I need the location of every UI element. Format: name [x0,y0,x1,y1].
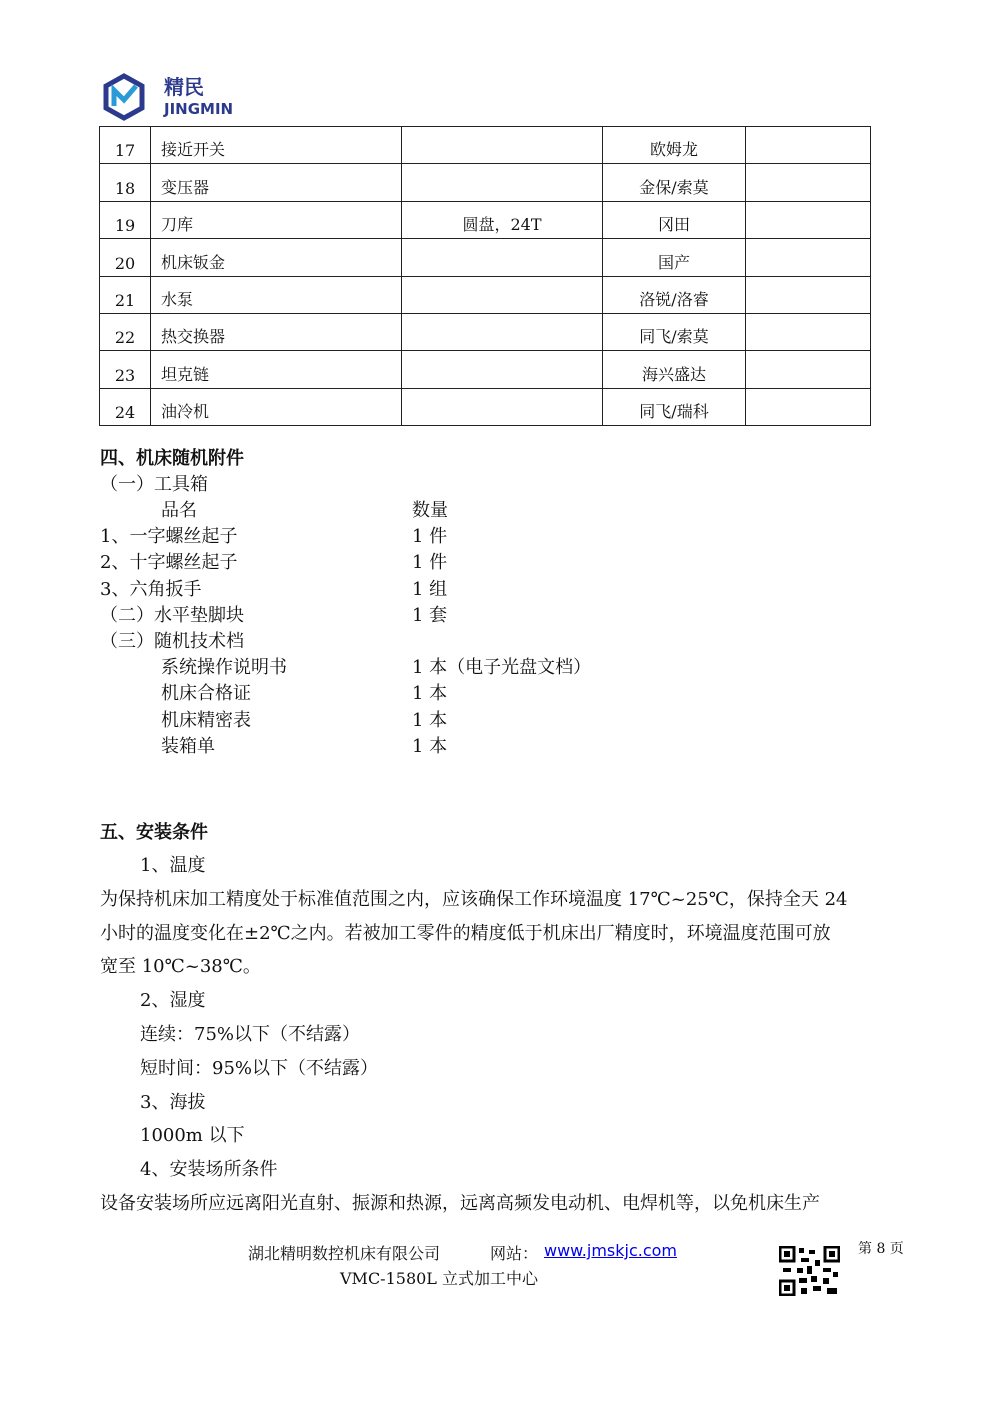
tool-item-name: 2、十字螺丝起子 [100,552,238,574]
table-cell [402,276,603,313]
section5-line: 2、湿度 [140,990,206,1012]
table-cell [402,239,603,276]
footer-model: VMC-1580L 立式加工中心 [340,1269,539,1288]
doc-item-qty: 1 本 [412,735,448,757]
table-row [100,276,871,313]
table-cell: 接近开关 [151,127,402,164]
sub2: （二）水平垫脚块 [100,605,244,626]
table-cell: 22 [100,313,151,350]
table-cell: 金保/索莫 [603,164,746,201]
table-cell: 海兴盛达 [603,351,746,388]
table-cell [746,313,871,350]
table-row [100,239,871,276]
table-cell [402,127,603,164]
section5-line: 小时的温度变化在±2℃之内。若被加工零件的精度低于机床出厂精度时，环境温度范围可放 [100,922,831,944]
table-row [100,127,871,164]
section5-line: 1、温度 [140,855,206,876]
table-cell [746,164,871,201]
table-cell: 冈田 [603,201,746,238]
table-cell [746,201,871,238]
jingmin-logo [102,72,262,122]
page-number: 第 8 页 [858,1241,904,1257]
table-cell: 23 [100,351,151,388]
qr-code-icon [779,1246,840,1296]
table-cell [746,239,871,276]
svg-text:JINGMIN: JINGMIN [164,100,234,118]
table-cell: 21 [100,276,151,313]
section5-line: 宽至 10℃~38℃。 [100,956,261,978]
tool-item-qty: 1 件 [412,552,448,574]
table-cell: 18 [100,164,151,201]
table-cell [746,351,871,388]
section5-line: 1000m 以下 [140,1125,245,1147]
footer-company: 湖北精明数控机床有限公司 [248,1244,441,1263]
table-cell: 机床钣金 [151,239,402,276]
section5-line: 连续：75%以下（不结露） [140,1024,361,1045]
section5-line: 4、安装场所条件 [140,1159,278,1181]
parts-table [99,126,871,426]
table-cell: 坦克链 [151,351,402,388]
sub2-qty: 1 套 [412,605,448,626]
table-row [100,201,871,238]
tool-item-name: 1、一字螺丝起子 [100,526,238,547]
table-cell: 刀库 [151,201,402,238]
tool-item-qty: 1 件 [412,526,448,547]
table-cell: 19 [100,201,151,238]
table-cell: 热交换器 [151,313,402,350]
table-cell: 洛锐/洛睿 [603,276,746,313]
doc-item-qty: 1 本 [412,683,448,705]
sub1: （一）工具箱 [100,474,208,495]
section5-title: 五、安装条件 [100,822,208,843]
table-row [100,313,871,350]
table-cell: 24 [100,388,151,425]
table-cell [746,276,871,313]
doc-item-name: 机床精密表 [161,709,251,731]
table-cell [746,127,871,164]
doc-item-name: 系统操作说明书 [161,657,287,678]
footer-site-label: 网站： [490,1244,539,1263]
table-cell: 变压器 [151,164,402,201]
table-cell: 同飞/索莫 [603,313,746,350]
doc-item-qty: 1 本（电子光盘文档） [412,657,592,678]
table-cell: 17 [100,127,151,164]
table-cell: 水泵 [151,276,402,313]
section5-line: 设备安装场所应远离阳光直射、振源和热源，远离高频发电动机、电焊机等，以免机床生产 [100,1193,820,1214]
table-cell: 同飞/瑞科 [603,388,746,425]
section5-line: 3、海拔 [140,1091,206,1113]
table-cell [402,351,603,388]
svg-text:精民: 精民 [164,75,204,99]
section5-line: 为保持机床加工精度处于标准值范围之内，应该确保工作环境温度 17℃~25℃，保持全天 24 [100,888,848,910]
table-cell: 油冷机 [151,388,402,425]
section4-title: 四、机床随机附件 [100,448,244,469]
table-row [100,388,871,425]
sub3: （三）随机技术档 [100,631,244,652]
table-cell [402,388,603,425]
table-cell: 20 [100,239,151,276]
doc-item-qty: 1 本 [412,709,448,731]
table-cell: 欧姆龙 [603,127,746,164]
table-cell [402,313,603,350]
table-cell [402,164,603,201]
col-qty: 数量 [412,500,448,521]
tool-item-qty: 1 组 [412,578,448,600]
col-name: 品名 [161,500,197,521]
table-cell [746,388,871,425]
section5-line: 短时间：95%以下（不结露） [140,1057,379,1079]
doc-item-name: 装箱单 [161,735,215,757]
table-row [100,351,871,388]
website-link[interactable]: www.jmskjc.com [544,1241,678,1260]
table-cell: 国产 [603,239,746,276]
tool-item-name: 3、六角扳手 [100,578,202,600]
table-cell: 圆盘，24T [402,201,603,238]
table-row [100,164,871,201]
doc-item-name: 机床合格证 [161,683,251,705]
